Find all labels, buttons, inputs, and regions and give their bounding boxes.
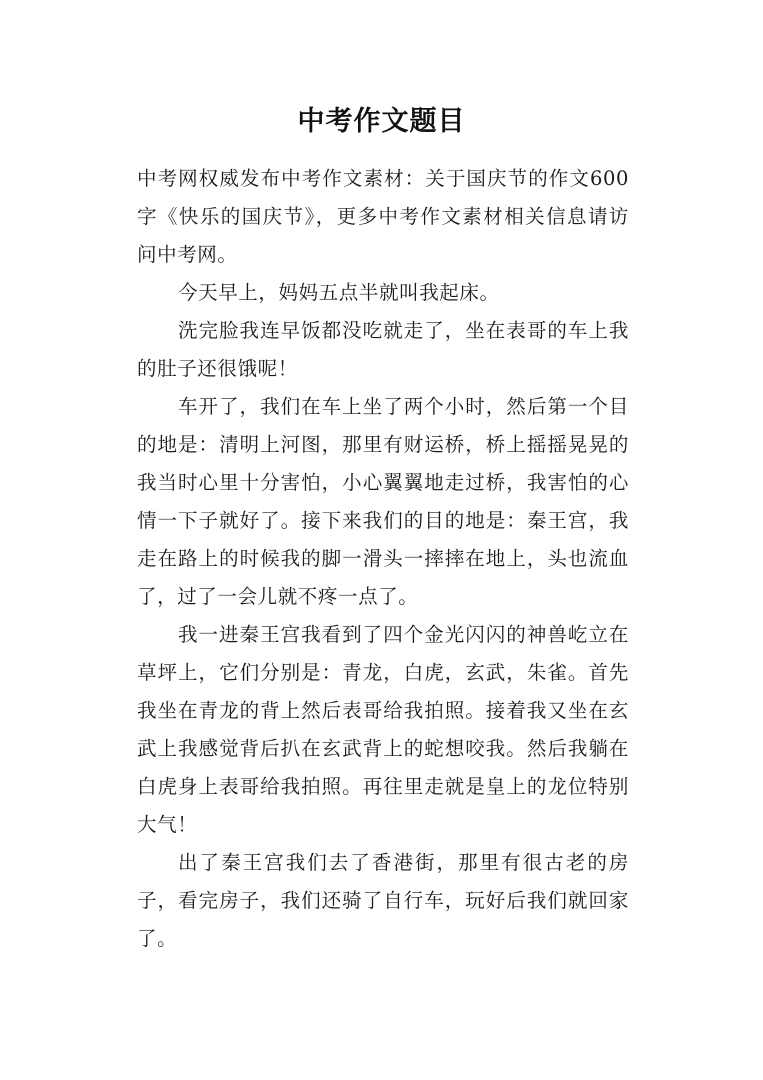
paragraph-trip: 车开了，我们在车上坐了两个小时，然后第一个目的地是：清明上河图，那里有财运桥，桥上摇摇晃晃的我当时心里十分害怕，小心翼翼地走过桥，我害怕的心情一下子就好了。接下来我们的目的地是：秦王宫，我走在路上的时候我的脚一滑头一摔摔在地上，头也流血了，过了一会儿就不疼一点了。 bbox=[137, 395, 629, 608]
paragraph-palace: 我一进秦王宫我看到了四个金光闪闪的神兽屹立在草坪上，它们分别是：青龙，白虎，玄武，朱雀。首先我坐在青龙的背上然后表哥给我拍照。接着我又坐在玄武上我感觉背后扒在玄武背上的蛇想咬我。然后我躺在白虎身上表哥给我拍照。再往里走就是皇上的龙位特别大气！ bbox=[137, 623, 629, 836]
paragraph-ending: 出了秦王宫我们去了香港街，那里有很古老的房子，看完房子，我们还骑了自行车，玩好后我们就回家了。 bbox=[137, 851, 629, 950]
paragraph-intro: 中考网权威发布中考作文素材：关于国庆节的作文600字《快乐的国庆节》，更多中考作文素材相关信息请访问中考网。 bbox=[137, 167, 629, 266]
document-title: 中考作文题目 bbox=[297, 106, 466, 137]
paragraph-morning: 今天早上，妈妈五点半就叫我起床。 bbox=[178, 281, 500, 304]
document-body bbox=[137, 160, 629, 958]
paragraph-breakfast: 洗完脸我连早饭都没吃就走了，坐在表哥的车上我的肚子还很饿呢！ bbox=[137, 319, 629, 380]
